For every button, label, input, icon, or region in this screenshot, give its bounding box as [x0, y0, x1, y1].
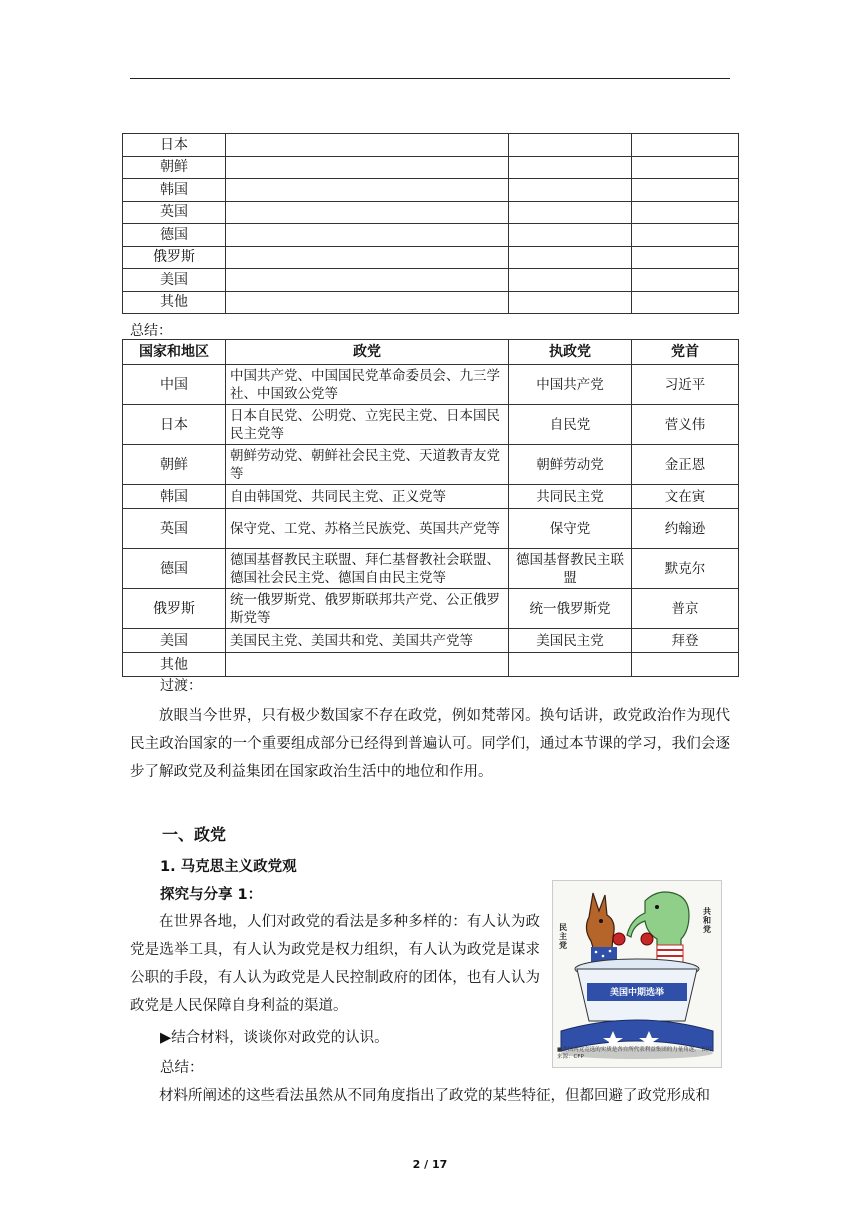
header-ruling: 执政党 [509, 340, 632, 365]
country-cell: 俄罗斯 [123, 246, 226, 269]
republican-label: 共和党 [703, 907, 711, 934]
ruling-cell: 美国民主党 [509, 629, 632, 653]
country-cell: 英国 [123, 201, 226, 224]
election-cartoon [552, 880, 722, 1068]
explore-paragraph: 在世界各地，人们对政党的看法是多种多样的：有人认为政党是选举工具，有人认为政党是权力组织，有人认为政党是谋求公职的手段，有人认为政党是人民控制政府的团体，也有人认为政党是人民保障自身利益的渠道。 [130, 914, 540, 1014]
country-cell: 韩国 [123, 485, 226, 509]
table-row [123, 653, 739, 677]
table-row [123, 201, 739, 224]
ruling-cell: 共同民主党 [509, 485, 632, 509]
leader-cell: 拜登 [632, 629, 739, 653]
parties-cell: 日本自民党、公明党、立宪民主党、日本国民民主党等 [226, 405, 509, 445]
section-title: 一、政党 [162, 825, 227, 844]
summary-label: 总结： [130, 323, 172, 339]
subsection-title: 1. 马克思主义政党观 [160, 859, 297, 875]
country-cell: 中国 [123, 365, 226, 405]
country-cell: 其他 [123, 291, 226, 314]
leader-cell: 文在寅 [632, 485, 739, 509]
country-cell: 德国 [123, 224, 226, 247]
table-row [123, 589, 739, 629]
leader-cell: 习近平 [632, 365, 739, 405]
table-row [123, 629, 739, 653]
parties-cell: 中国共产党、中国国民党革命委员会、九三学社、中国致公党等 [226, 365, 509, 405]
table-row [123, 445, 739, 485]
country-cell: 美国 [123, 629, 226, 653]
table-row [123, 246, 739, 269]
ruling-cell [509, 653, 632, 677]
donkey-elephant-illustration [553, 881, 721, 1067]
country-cell: 德国 [123, 549, 226, 589]
table-row [123, 179, 739, 202]
parties-cell: 美国民主党、美国共和党、美国共产党等 [226, 629, 509, 653]
cartoon-caption: ■美国两党竞选的实质是各自所代表利益集团的力量角逐。 图片来源：CFP [557, 1047, 713, 1060]
leader-cell: 默克尔 [632, 549, 739, 589]
parties-cell: 德国基督教民主联盟、拜仁基督教社会联盟、德国社会民主党、德国自由民主党等 [226, 549, 509, 589]
ruling-cell: 中国共产党 [509, 365, 632, 405]
democrat-label: 民主党 [559, 923, 567, 950]
table-row [123, 549, 739, 589]
party-summary-table [122, 339, 739, 677]
ruling-cell: 自民党 [509, 405, 632, 445]
parties-cell: 统一俄罗斯党、俄罗斯联邦共产党、公正俄罗斯党等 [226, 589, 509, 629]
ruling-cell: 德国基督教民主联盟 [509, 549, 632, 589]
table-row [123, 365, 739, 405]
summary2-label: 总结： [160, 1060, 204, 1076]
explore-label: 探究与分享 1： [160, 887, 263, 903]
leader-cell: 普京 [632, 589, 739, 629]
page-number: 2 / 17 [412, 1158, 448, 1171]
parties-cell [226, 653, 509, 677]
leader-cell: 菅义伟 [632, 405, 739, 445]
table-row [123, 405, 739, 445]
country-cell: 日本 [123, 405, 226, 445]
ruling-cell: 统一俄罗斯党 [509, 589, 632, 629]
ruling-cell: 保守党 [509, 509, 632, 549]
podium-text: 美国中期选举 [609, 988, 664, 998]
header-parties: 政党 [226, 340, 509, 365]
country-cell: 朝鲜 [123, 445, 226, 485]
transition-paragraph: 放眼当今世界，只有极少数国家不存在政党，例如梵蒂冈。换句话讲，政党政治作为现代民主政治国家的一个重要组成部分已经得到普遍认可。同学们，通过本节课的学习，我们会逐步了解政党及利益集团在国家政治生活中的地位和作用。 [130, 708, 730, 780]
country-cell: 朝鲜 [123, 156, 226, 179]
country-cell: 英国 [123, 509, 226, 549]
table-row [123, 269, 739, 292]
summary2-paragraph: 材料所阐述的这些看法虽然从不同角度指出了政党的某些特征，但都回避了政党形成和 [159, 1088, 710, 1104]
header-rule [130, 78, 730, 79]
ruling-cell: 朝鲜劳动党 [509, 445, 632, 485]
table-row [123, 156, 739, 179]
table-row [123, 224, 739, 247]
table-row [123, 134, 739, 157]
country-cell: 俄罗斯 [123, 589, 226, 629]
leader-cell: 约翰逊 [632, 509, 739, 549]
transition-label: 过渡： [160, 678, 202, 694]
table-row [123, 485, 739, 509]
table-row [123, 509, 739, 549]
parties-cell: 自由韩国党、共同民主党、正义党等 [226, 485, 509, 509]
table-row [123, 291, 739, 314]
header-country: 国家和地区 [123, 340, 226, 365]
blank-party-table [122, 133, 739, 314]
country-cell: 韩国 [123, 179, 226, 202]
country-cell: 美国 [123, 269, 226, 292]
parties-cell: 朝鲜劳动党、朝鲜社会民主党、天道教青友党等 [226, 445, 509, 485]
header-leader: 党首 [632, 340, 739, 365]
country-cell: 其他 [123, 653, 226, 677]
country-cell: 日本 [123, 134, 226, 157]
table-header-row [123, 340, 739, 365]
leader-cell: 金正恩 [632, 445, 739, 485]
parties-cell: 保守党、工党、苏格兰民族党、英国共产党等 [226, 509, 509, 549]
question-text: ▶结合材料，谈谈你对政党的认识。 [160, 1030, 389, 1046]
leader-cell [632, 653, 739, 677]
